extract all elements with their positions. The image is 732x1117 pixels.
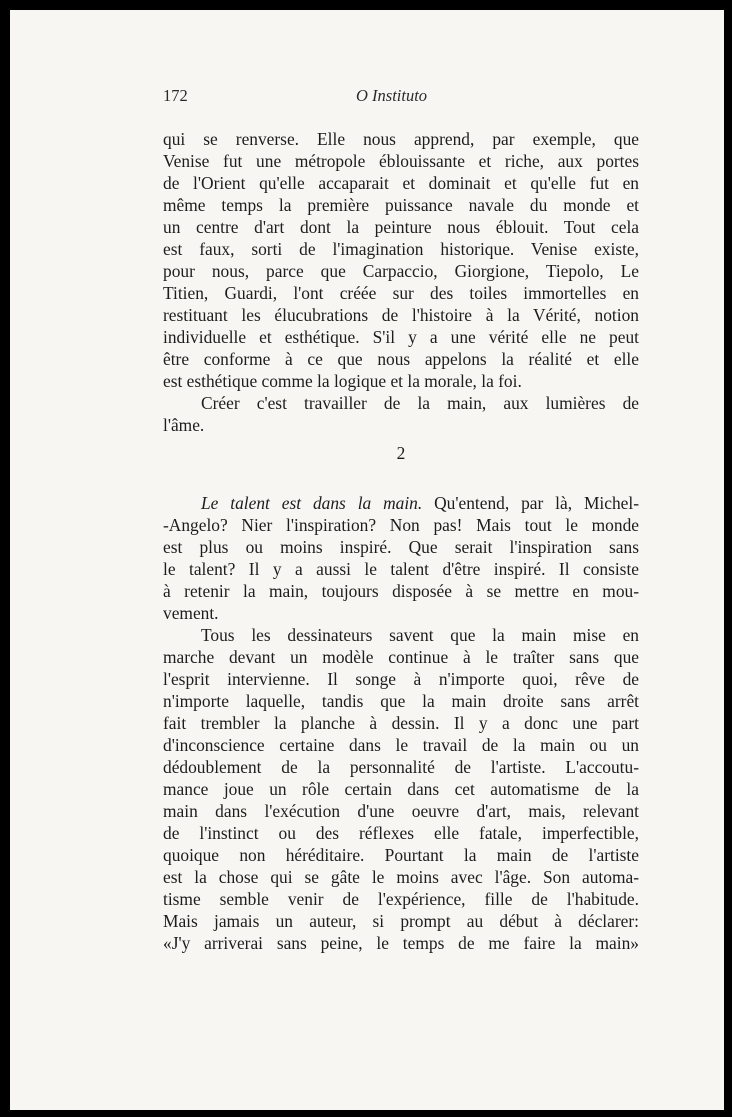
text-line: quoique non héréditaire. Pourtant la main de l'artiste xyxy=(163,845,639,865)
text-line: individuelle et esthétique. S'il y a une vérité elle ne peut xyxy=(163,327,639,347)
running-title: O Instituto xyxy=(356,86,428,105)
text-line: mance joue un rôle certain dans cet automatisme de la xyxy=(163,779,639,799)
text-line: Titien, Guardi, l'ont créée sur des toiles immortelles en xyxy=(163,283,639,303)
text-line: le talent? Il y a aussi le talent d'être inspiré. Il consiste xyxy=(163,559,639,579)
text-line: est la chose qui se gâte le moins avec l'âge. Son automa- xyxy=(163,867,639,887)
text-line: d'inconscience certaine dans le travail de la main ou un xyxy=(163,735,639,755)
text-line: Tous les dessinateurs savent que la main mise en xyxy=(201,625,639,645)
text-line: est plus ou moins inspiré. Que serait l'inspiration sans xyxy=(163,537,639,557)
text-line: Mais jamais un auteur, si prompt au début à déclarer: xyxy=(163,911,639,931)
text-line: l'esprit intervienne. Il songe à n'importe quoi, rêve de xyxy=(163,669,639,689)
text-line: fait trembler la planche à dessin. Il y a donc une part xyxy=(163,713,639,733)
text-line: Créer c'est travailler de la main, aux lumières de xyxy=(201,393,639,413)
italic-quote: Le talent est dans la main. xyxy=(201,493,423,513)
text-line: de l'Orient qu'elle accaparait et dominait et qu'elle fut en xyxy=(163,173,639,193)
text-line: Venise fut une métropole éblouissante et riche, aux portes xyxy=(163,151,639,171)
text-line: restituant les élucubrations de l'histoire à la Vérité, notion xyxy=(163,305,639,325)
text-line: même temps la première puissance navale du monde et xyxy=(163,195,639,215)
text-line: pour nous, parce que Carpaccio, Giorgione, Tiepolo, Le xyxy=(163,261,639,281)
running-header xyxy=(163,86,639,108)
text-line: qui se renverse. Elle nous apprend, par exemple, que xyxy=(163,129,639,149)
text-line: vement. xyxy=(163,603,219,623)
text-line: l'âme. xyxy=(163,415,205,435)
section-number: 2 xyxy=(396,443,406,463)
book-page xyxy=(10,10,724,1110)
text-line: tisme semble venir de l'expérience, fille de l'habitude. xyxy=(163,889,639,909)
text-line: «J'y arriverai sans peine, le temps de me faire la main» xyxy=(163,933,639,953)
page-number: 172 xyxy=(163,86,188,105)
text-line xyxy=(163,492,639,514)
text-line: être conforme à ce que nous appelons la réalité et elle xyxy=(163,349,639,369)
text-line: est faux, sorti de l'imagination historique. Venise existe, xyxy=(163,239,639,259)
text-line: à retenir la main, toujours disposée à se mettre en mou- xyxy=(163,581,639,601)
text-line: est esthétique comme la logique et la morale, la foi. xyxy=(163,371,522,391)
text-fragment: Qu'entend, par là, Michel- xyxy=(422,493,640,513)
text-line: n'importe laquelle, tandis que la main droite sans arrêt xyxy=(163,691,639,711)
text-line: un centre d'art dont la peinture nous éblouit. Tout cela xyxy=(163,217,639,237)
text-line: main dans l'exécution d'une oeuvre d'art, mais, relevant xyxy=(163,801,639,821)
text-line: marche devant un modèle continue à le traîter sans que xyxy=(163,647,639,667)
text-line: -Angelo? Nier l'inspiration? Non pas! Mais tout le monde xyxy=(163,515,639,535)
text-line: dédoublement de la personnalité de l'artiste. L'accoutu- xyxy=(163,757,639,777)
body-text xyxy=(163,128,639,954)
text-line: de l'instinct ou des réflexes elle fatale, imperfectible, xyxy=(163,823,639,843)
